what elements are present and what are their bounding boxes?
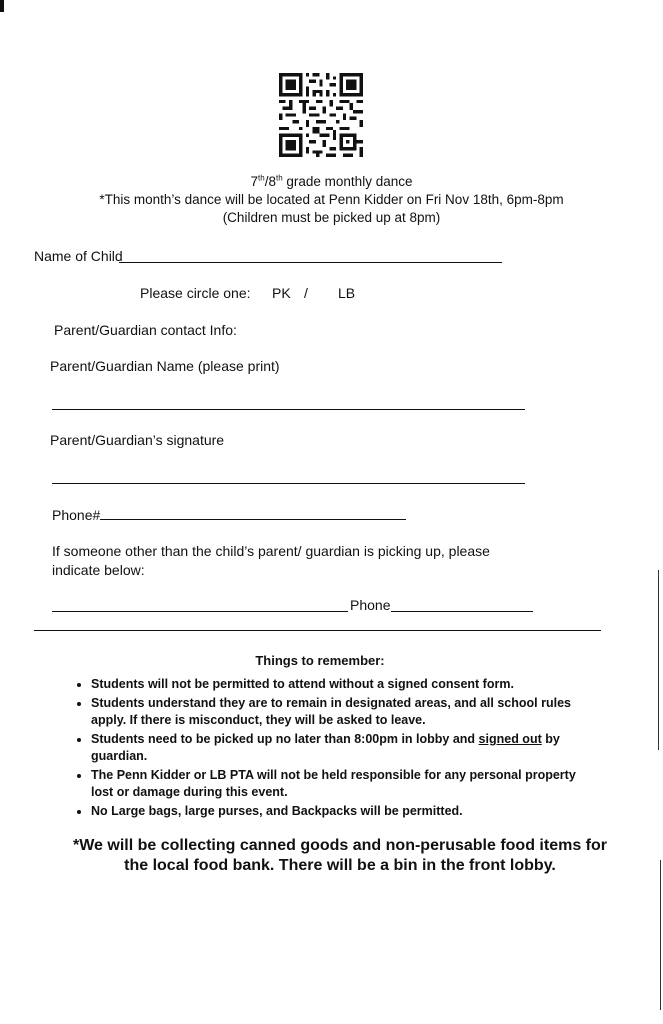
food-drive-note <box>20 836 660 876</box>
contact-info-label: Parent/Guardian contact Info: <box>54 322 237 338</box>
other-pickup-text-2: indicate below: <box>52 562 145 578</box>
rule-item: • No Large bags, large purses, and Backpacks will be permitted. <box>91 803 601 820</box>
other-phone-field[interactable] <box>391 611 533 612</box>
guardian-signature-field[interactable] <box>52 483 525 484</box>
rules-list <box>61 676 601 822</box>
other-phone-label: Phone <box>350 597 391 613</box>
rule-item: • Students understand they are to remain in designated areas, and all school rules apply. If there is misconduct, they will be asked to leave. <box>91 695 601 729</box>
option-lb[interactable]: LB <box>338 285 356 301</box>
circle-one-label: Please circle one: <box>140 285 251 301</box>
guardian-name-label: Parent/Guardian Name (please print) <box>50 358 280 374</box>
option-separator: / <box>304 285 308 301</box>
scan-edge-line <box>660 860 661 1010</box>
child-name-label: Name of Child <box>34 248 123 264</box>
rules-title: Things to remember: <box>255 653 385 668</box>
phone-label: Phone# <box>52 507 101 523</box>
guardian-name-field[interactable] <box>52 409 525 410</box>
child-name-field[interactable] <box>119 262 502 263</box>
food-drive-line-1: *We will be collecting canned goods and non-perusable food items for <box>73 837 607 854</box>
pickup-note: (Children must be picked up at 8pm) <box>222 210 441 225</box>
event-location: *This month’s dance will be located at Penn Kidder on Fri Nov 18th, 6pm-8pm <box>99 192 564 207</box>
event-title: 7th/8th grade monthly dance <box>250 173 413 189</box>
scan-mark <box>0 0 4 12</box>
food-drive-line-2: the local food bank. There will be a bin in the front lobby. <box>124 857 556 874</box>
rule-item: • Students need to be picked up no later than 8:00pm in lobby and signed out by guardian. <box>91 731 601 765</box>
other-pickup-text: If someone other than the child’s parent/ guardian is picking up, please <box>52 543 490 559</box>
other-pickup-name-field[interactable] <box>52 611 348 612</box>
rule-item: • The Penn Kidder or LB PTA will not be held responsible for any personal property lost or damage during this event. <box>91 767 601 801</box>
guardian-signature-label: Parent/Guardian’s signature <box>50 432 225 448</box>
option-pk[interactable]: PK <box>272 285 291 301</box>
rule-item: • Students will not be permitted to attend without a signed consent form. <box>91 676 601 693</box>
phone-field[interactable] <box>100 519 406 520</box>
qr-code-icon <box>279 73 363 157</box>
scan-edge-line <box>658 570 659 750</box>
section-divider <box>34 630 601 631</box>
